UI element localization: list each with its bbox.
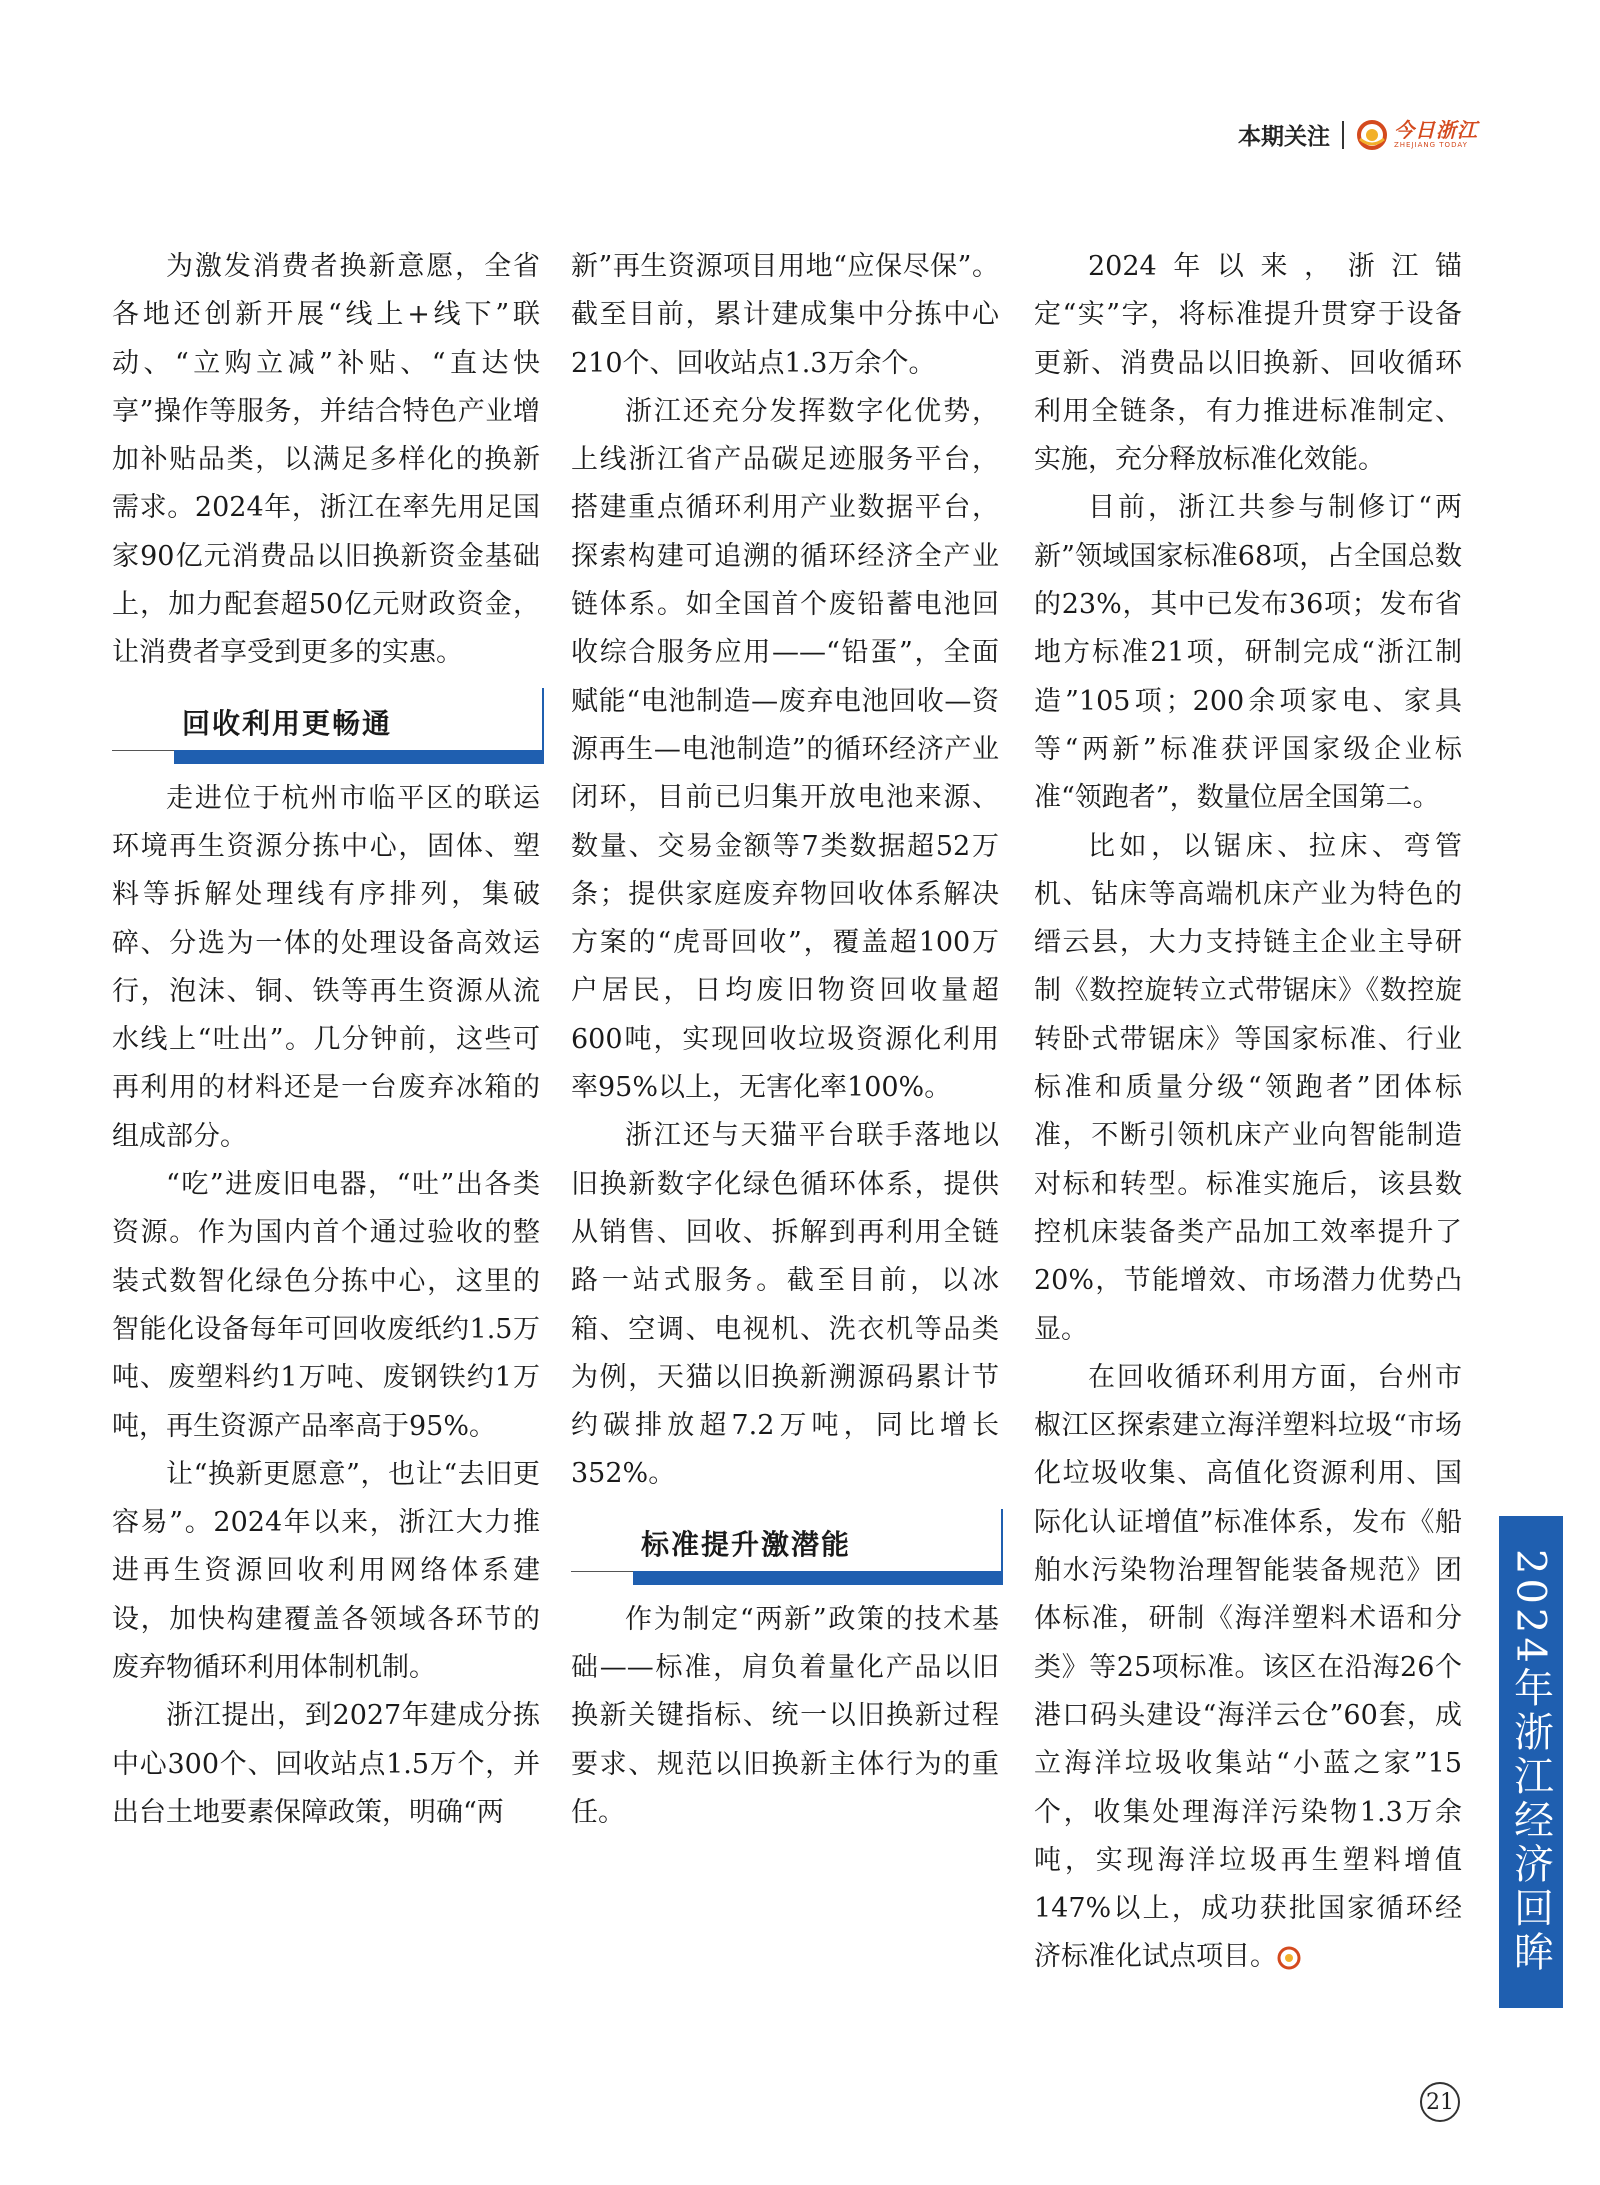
paragraph: 让“换新更愿意”，也让“去旧更容易”。2024年以来，浙江大力推进再生资源回收利用网络体系建设，加快构建覆盖各领域各环节的废弃物循环利用体制机制。 (112, 1458, 540, 1684)
article-column-2 (571, 243, 999, 1837)
paragraph: 浙江还与天猫平台联手落地以旧换新数字化绿色循环体系，提供从销售、回收、拆解到再利用全链路一站式服务。截至目前，以冰箱、空调、电视机、洗衣机等品类为例，天猫以旧换新溯源码累计节约碳排放超7.2万吨，同比增长352%。 (571, 1120, 999, 1490)
paragraph-continued: 新”再生资源项目用地“应保尽保”。截至目前，累计建成集中分拣中心210个、回收站点1.3万余个。 (571, 251, 999, 379)
section-title: 标准提升激潜能 (641, 1527, 852, 1561)
side-tab (1499, 1516, 1563, 2008)
paragraph: 2024年以来，浙江锚定“实”字，将标准提升贯穿于设备更新、消费品以旧换新、回收循环利用全链条，有力推进标准制定、实施，充分释放标准化效能。 (1034, 251, 1462, 476)
section-title: 回收利用更畅通 (182, 706, 393, 740)
section-label: 本期关注 (1238, 124, 1330, 150)
paragraph: 浙江提出，到2027年建成分拣中心300个、回收站点1.5万个，并出台土地要素保障政策，明确“两 (112, 1700, 540, 1828)
side-tab-text: 2024年浙江经济回眸 (1507, 1549, 1554, 1975)
heading-corner (542, 688, 544, 750)
logo-chinese: 今日浙江 (1394, 118, 1478, 142)
page-number: 21 (1420, 2082, 1460, 2122)
article-column-3 (1034, 243, 1462, 1982)
page-header (1238, 118, 1478, 151)
header-divider (1342, 121, 1344, 149)
paragraph-final (1034, 1354, 1462, 1982)
heading-bar (174, 750, 544, 764)
logo-english: ZHEJIANG TODAY (1394, 141, 1468, 149)
paragraph: 比如，以锯床、拉床、弯管机、钻床等高端机床产业为特色的缙云县，大力支持链主企业主导研制《数控旋转立式带锯床》《数控旋转卧式带锯床》等国家标准、行业标准和质量分级“领跑者”团体标准，不断引领机床产业向智能制造对标和转型。标准实施后，该县数控机床装备类产品加工效率提升了20%，节能增效、市场潜力优势凸显。 (1034, 830, 1462, 1345)
logo-icon (1356, 119, 1388, 151)
heading-bar (633, 1571, 1003, 1585)
paragraph: “吃”进废旧电器，“吐”出各类资源。作为国内首个通过验收的整装式数智化绿色分拣中心，这里的智能化设备每年可回收废纸约1.5万吨、废塑料约1万吨、废钢铁约1万吨，再生资源产品率高于95%。 (112, 1169, 540, 1442)
paragraph-text: 在回收循环利用方面，台州市椒江区探索建立海洋塑料垃圾“市场化垃圾收集、高值化资源利用、国际化认证增值”标准体系，发布《船舶水污染物治理智能装备规范》团体标准，研制《海洋塑料术语和分类》等25项标准。该区在沿海26个港口码头建设“海洋云仓”60套，成立海洋垃圾收集站“小蓝之家”15个，收集处理海洋污染物1.3万余吨，实现海洋垃圾再生塑料增值147%以上，成功获批国家循环经济标准化试点项目。 (1034, 1361, 1462, 1973)
magazine-logo (1394, 120, 1478, 149)
heading-corner (1001, 1509, 1003, 1571)
paragraph: 浙江还充分发挥数字化优势，上线浙江省产品碳足迹服务平台，搭建重点循环利用产业数据平台，探索构建可追溯的循环经济全产业链体系。如全国首个废铅蓄电池回收综合服务应用——“铅蛋”，全面赋能“电池制造—废弃电池回收—资源再生—电池制造”的循环经济产业闭环，目前已归集开放电池来源、数量、交易金额等7类数据超52万条；提供家庭废弃物回收体系解决方案的“虎哥回收”，覆盖超100万户居民，日均废旧物资回收量超600吨，实现回收垃圾资源化利用率95%以上，无害化率100%。 (571, 395, 999, 1104)
end-mark-icon (1277, 1946, 1301, 1970)
paragraph: 目前，浙江共参与制修订“两新”领域国家标准68项，占全国总数的23%，其中已发布36项；发布省地方标准21项，研制完成“浙江制造”105项；200余项家电、家具等“两新”标准获评国家级企业标准“领跑者”，数量位居全国第二。 (1034, 492, 1462, 814)
paragraph: 为激发消费者换新意愿，全省各地还创新开展“线上+线下”联动、“立购立减”补贴、“直达快享”操作等服务，并结合特色产业增加补贴品类，以满足多样化的换新需求。2024年，浙江在率先用足国家90亿元消费品以旧换新资金基础上，加力配套超50亿元财政资金，让消费者享受到更多的实惠。 (112, 251, 540, 669)
section-heading-standards (571, 1499, 999, 1596)
paragraph: 走进位于杭州市临平区的联运环境再生资源分拣中心，固体、塑料等拆解处理线有序排列，集破碎、分选为一体的处理设备高效运行，泡沫、铜、铁等再生资源从流水线上“吐出”。几分钟前，这些可再利用的材料还是一台废弃冰箱的组成部分。 (112, 782, 540, 1152)
article-column-1 (112, 243, 540, 1837)
paragraph: 作为制定“两新”政策的技术基础——标准，肩负着量化产品以旧换新关键指标、统一以旧换新过程要求、规范以旧换新主体行为的重任。 (571, 1603, 999, 1828)
section-heading-recycling (112, 678, 540, 775)
